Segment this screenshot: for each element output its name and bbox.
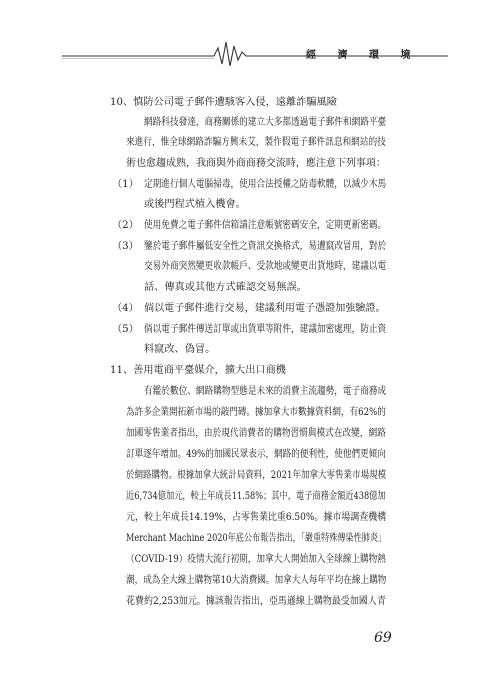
- list-item-text: 鑒於電子郵件屬低安全性之資訊交換格式，易遭竄改冒用，對於: [144, 241, 387, 252]
- paragraph-line: 術也愈趨成熟，我商與外商商務交流時，應注意下列事項：: [126, 158, 386, 169]
- paragraph-line: 潮，成為全大線上購物第10大消費國。加拿大人每年平均在線上購物: [126, 575, 387, 586]
- list-item-number: （5）: [112, 324, 139, 335]
- paragraph-line: 加國零售業者指出，由於現代消費者的購物習慣與模式在改變，網路: [126, 428, 386, 439]
- paragraph-line: 元，較上年成長14.19%，占零售業比重6.50%。據市場調查機構: [126, 512, 387, 523]
- list-item-text: 使用免費之電子郵件信箱請注意帳號密碼安全，定期更新密碼。: [144, 220, 387, 231]
- list-item-text: 定期進行個人電腦掃毒，使用合法授權之防毒軟體，以減少木馬: [144, 179, 387, 190]
- list-item-text: 話、傳真或其他方式確認交易無誤。: [144, 282, 307, 293]
- list-item-number: （2）: [112, 220, 139, 231]
- list-item-text: 交易外商突然變更收款帳戶、受款地或變更出貨地時，建議以電: [144, 261, 387, 272]
- paragraph-line: （COVID-19）疫情大流行初期，加拿大人開始加入全球線上購物熱: [126, 554, 386, 565]
- paragraph-line: 網路科技發達，商務關係的建立大多都透過電子郵件和網路平臺: [144, 117, 387, 128]
- list-item-text: 倘以電子郵件傳送訂單或出貨單等附件，建議加密處理，防止資: [144, 324, 387, 335]
- section-heading: 10、慎防公司電子郵件遭駭客入侵，遠離詐騙風險: [110, 97, 337, 108]
- paragraph-line: 訂單逐年增加。49%的加國民眾表示，網路的便利性，使他們更傾向: [126, 449, 386, 460]
- paragraph-line: 有鑑於數位、網路購物型態是未來的消費主流趨勢，電子商務成: [144, 386, 387, 397]
- paragraph-line: 為許多企業開拓新市場的敲門磚。據加拿大市數據資料網，有62%的: [126, 407, 386, 418]
- list-item-text: 料竄改、偽冒。: [144, 344, 216, 355]
- paragraph-line: 花費約2,253加元。據該報告指出，亞馬遜線上購物最受加國人青: [126, 596, 386, 607]
- paragraph-line: 於網路購物。根據加拿大統計局資料，2021年加拿大零售業市場規模: [126, 470, 387, 481]
- paragraph-line: Merchant Machine 2020年底公布報告指出，「嚴重特殊傳染性肺炎」: [126, 533, 387, 544]
- paragraph-line: 來進行，惟全球網路詐騙方興未艾，製作假電子郵件訊息和網站的技: [126, 137, 386, 148]
- list-item-text: 或後門程式植入機會。: [144, 199, 246, 210]
- header-title: 經 濟 環 境: [306, 50, 420, 61]
- page-number: 69: [374, 630, 392, 646]
- list-item-number: （3）: [112, 241, 139, 252]
- paragraph-line: 近6,734億加元，較上年成長11.58%；其中，電子商務金額近438億加: [126, 491, 386, 502]
- list-item-text: 倘以電子郵件進行交易，建議利用電子憑證加強驗證。: [144, 303, 386, 314]
- list-item-number: （1）: [112, 179, 139, 190]
- list-item-number: （4）: [112, 303, 139, 314]
- section-heading: 11、善用電商平臺媒介，擴大出口商機: [110, 365, 286, 376]
